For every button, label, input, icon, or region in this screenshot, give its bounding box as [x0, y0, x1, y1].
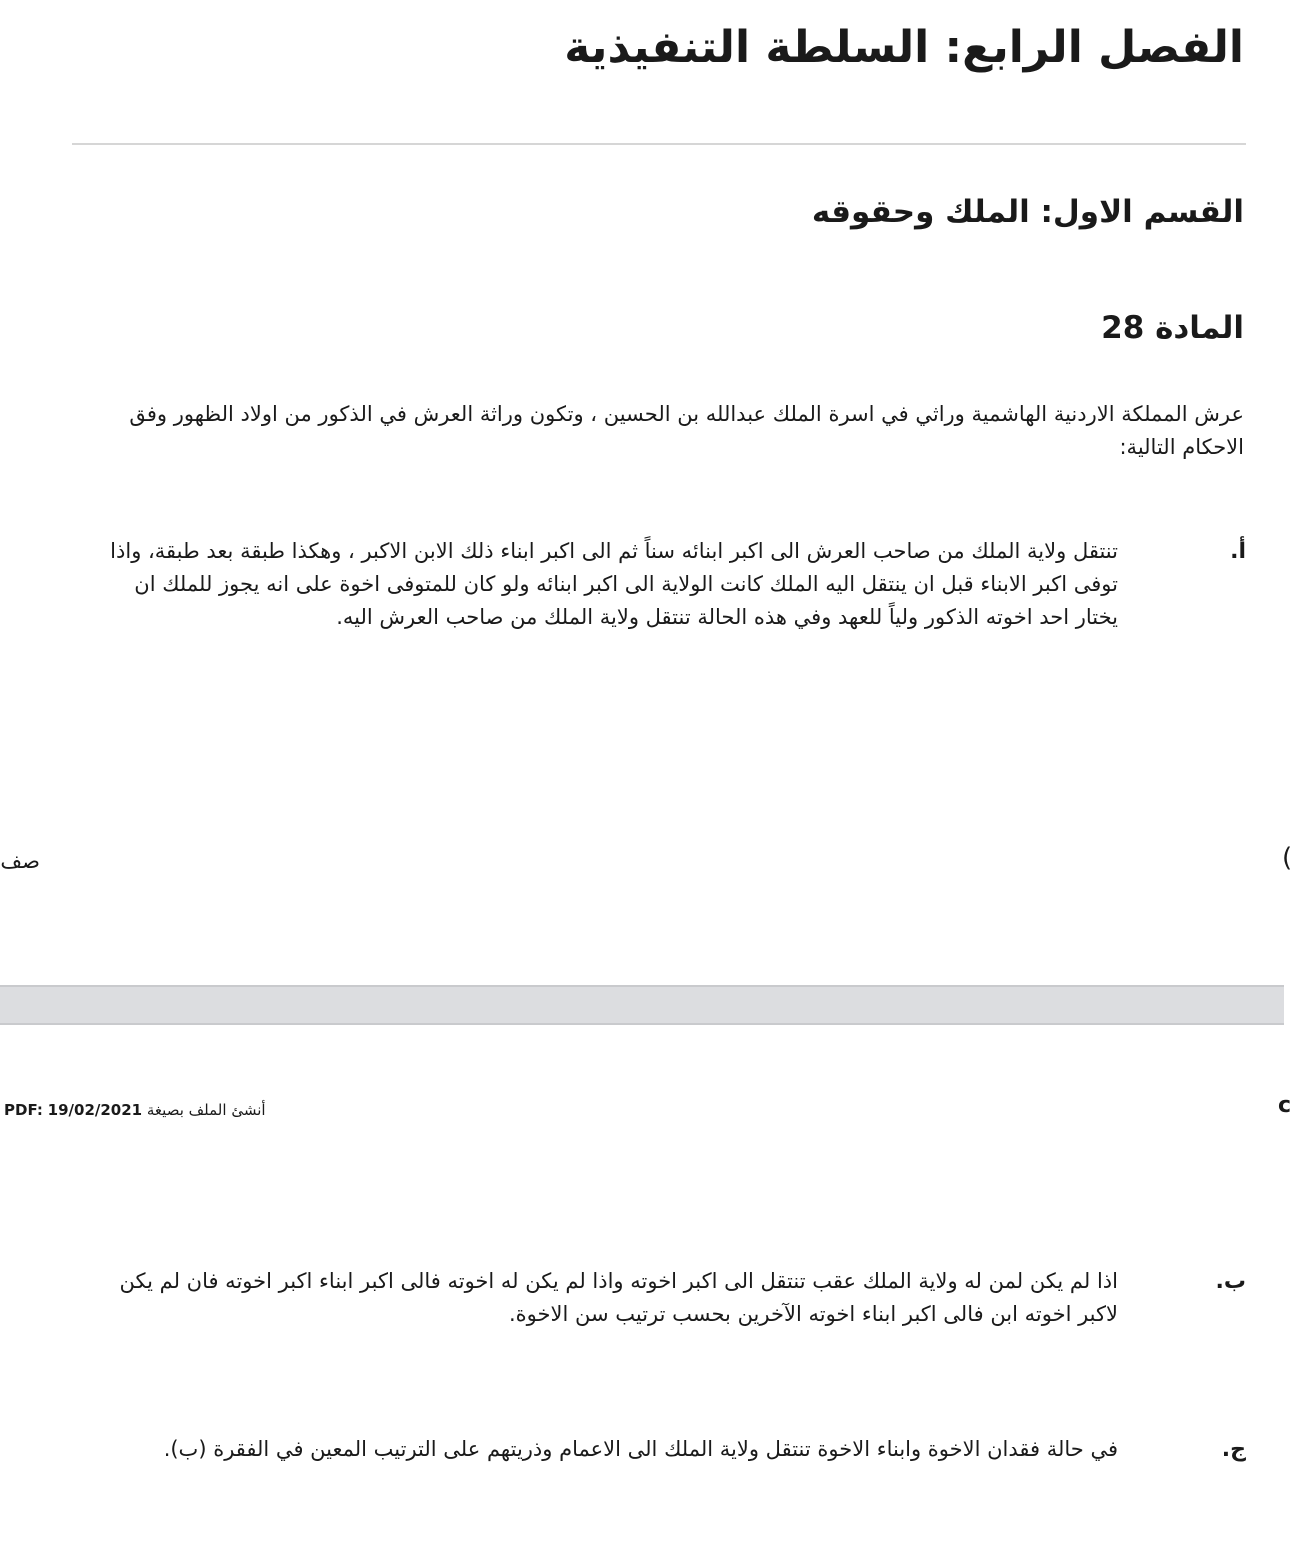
cut-off-edge-text-right: (: [1282, 843, 1293, 873]
page-separator: [0, 985, 1284, 1025]
cut-off-edge-text-left: صف: [0, 849, 40, 873]
clause-c: [94, 1433, 1246, 1466]
clause-b-letter: ب.: [1215, 1269, 1246, 1294]
cut-off-footer-right: c: [1278, 1093, 1292, 1118]
section-title: القسم الاول: الملك وحقوقه: [811, 194, 1244, 230]
pdf-created-label: أنشئ الملف بصيغة: [146, 1101, 266, 1119]
clause-a-letter: أ.: [1230, 539, 1246, 564]
clause-c-letter: ج.: [1221, 1437, 1246, 1462]
clause-a: [94, 535, 1246, 634]
article-title: المادة 28: [1101, 310, 1244, 346]
clause-c-text: في حالة فقدان الاخوة وابناء الاخوة تنتقل ولاية الملك الى الاعمام وذريتهم على الترتيب المعين في الفقرة (ب).: [163, 1437, 1118, 1461]
pdf-created-date: 19/02/2021: [47, 1101, 143, 1119]
horizontal-divider: [72, 143, 1246, 145]
chapter-title: الفصل الرابع: السلطة التنفيذية: [564, 22, 1244, 73]
pdf-created-footer: أنشئ الملف بصيغة PDF: 19/02/2021: [4, 1101, 266, 1119]
pdf-format-label: PDF: [4, 1101, 37, 1119]
clause-b: [94, 1265, 1246, 1331]
document-page-2: [0, 1025, 1292, 1563]
article-intro: عرش المملكة الاردنية الهاشمية وراثي في اسرة الملك عبدالله بن الحسين ، وتكون وراثة العرش في الذكور من اولاد الظهور وفق الاحكام التالية:: [129, 402, 1244, 459]
clause-b-text: اذا لم يكن لمن له ولاية الملك عقب تنتقل الى اكبر اخوته واذا لم يكن له اخوته فالى اكبر ابناء اكبر اخوته فان لم يكن لاكبر اخوته ابن فالى اكبر ابناء اخوته الآخرين بحسب ترتيب سن الاخوة.: [119, 1269, 1118, 1326]
clause-a-text: تنتقل ولاية الملك من صاحب العرش الى اكبر ابنائه سناً ثم الى اكبر ابناء ذلك الابن الاكبر ، وهكذا طبقة بعد طبقة، واذا توفى اكبر الابناء قبل ان ينتقل اليه الملك كانت الولاية الى اكبر ابنائه ولو كان للمتوفى اخوة على انه يجوز للملك ان يختار احد اخوته الذكور ولياً للعهد وفي هذه الحالة تنتقل ولاية الملك من صاحب العرش اليه.: [110, 539, 1118, 629]
